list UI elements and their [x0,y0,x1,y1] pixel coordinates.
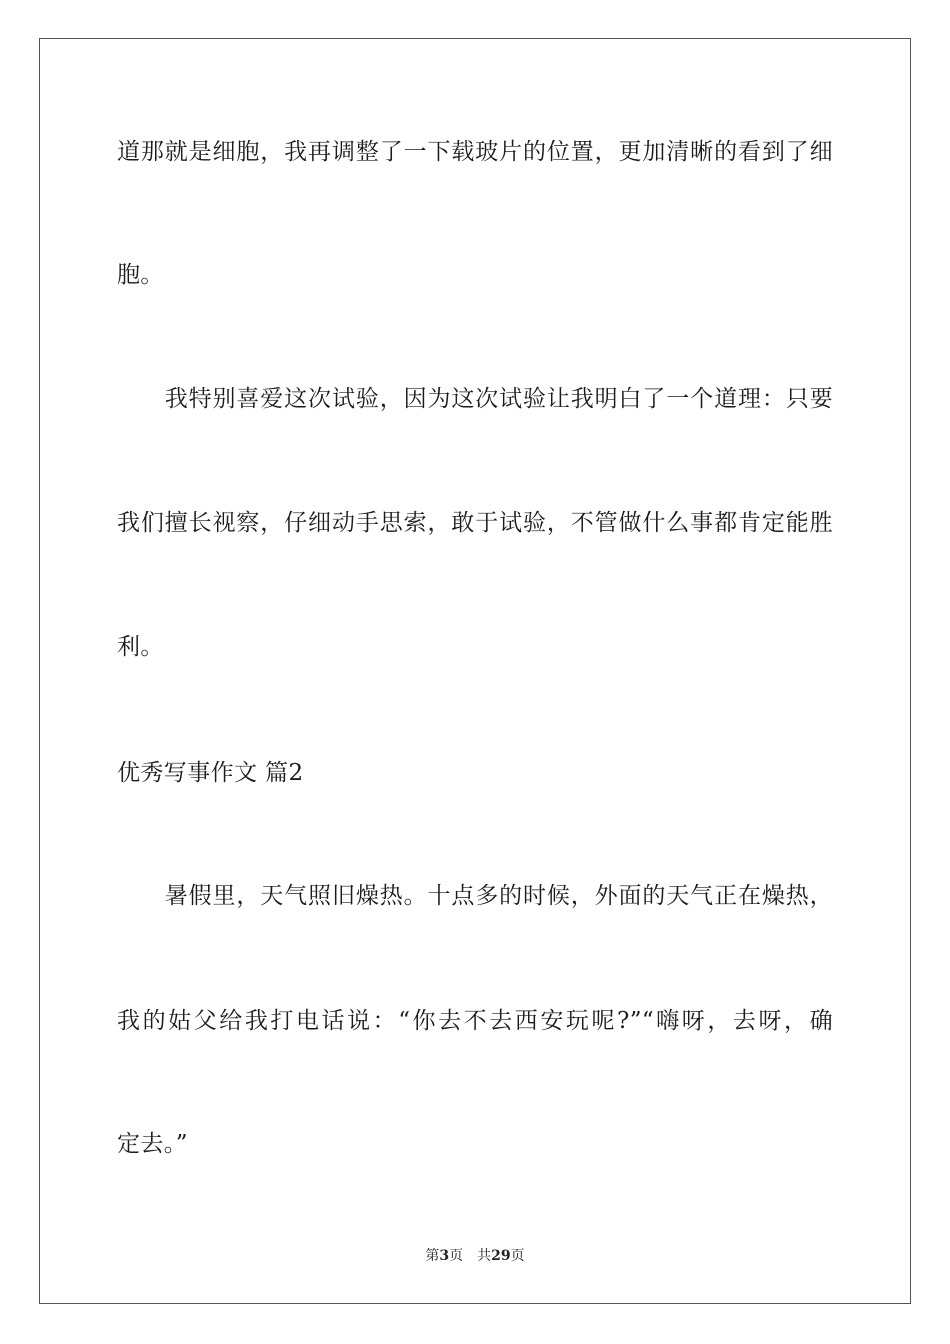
paragraph-start-line: 我特别喜爱这次试验，因为这次试验让我明白了一个道理：只要 [117,386,833,412]
text-line: 我们擅长视察，仔细动手思索，敢于试验，不管做什么事都肯定能胜 [117,510,833,536]
page-border [39,38,911,1304]
paragraph-start-line: 暑假里，天气照旧燥热。十点多的时候，外面的天气正在燥热， [117,883,833,909]
total-page-count: 29 [491,1248,511,1264]
footer-prefix: 第 [425,1248,440,1264]
text-line: 利。 [117,634,164,660]
text-line: 胞。 [117,262,164,288]
footer-suffix: 页 [510,1248,525,1264]
footer-middle: 页 共 [449,1248,492,1264]
text-line: 道那就是细胞，我再调整了一下载玻片的位置，更加清晰的看到了细 [117,139,833,165]
text-line: 定去。” [117,1131,188,1157]
text-line: 我的姑父给我打电话说：“你去不去西安玩呢?”“嗨呀，去呀，确 [117,1008,833,1034]
section-heading: 优秀写事作文 篇2 [117,760,304,786]
current-page-number: 3 [439,1248,450,1264]
page-footer [0,1247,950,1265]
